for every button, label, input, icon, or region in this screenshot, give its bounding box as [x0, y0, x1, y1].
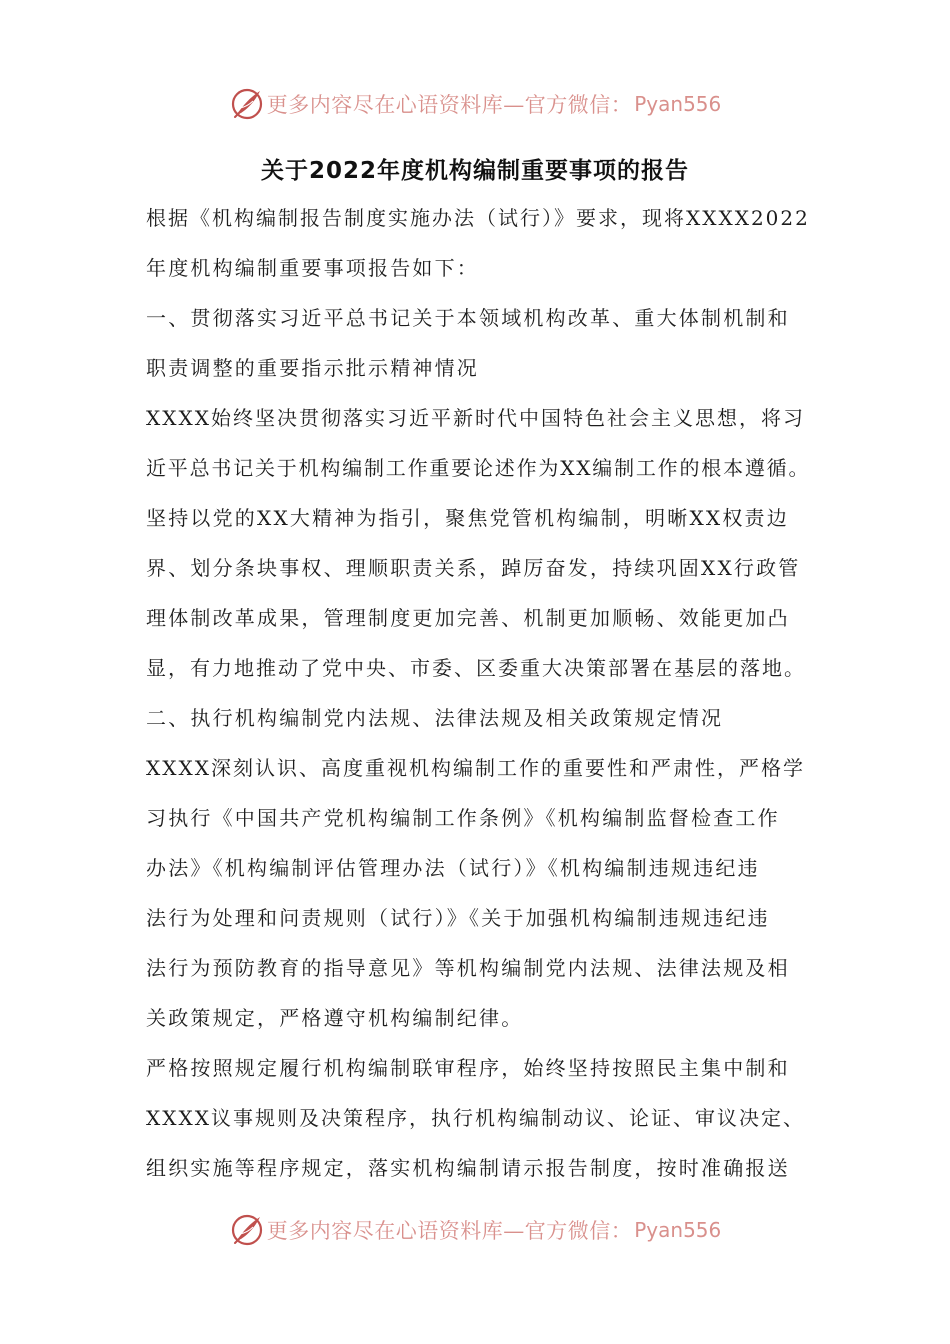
body-line: 法行为预防教育的指导意见》等机构编制党内法规、法律法规及相 — [146, 956, 790, 980]
section-heading-1-cont: 职责调整的重要指示批示精神情况 — [146, 356, 479, 380]
body-line: 年度机构编制重要事项报告如下： — [146, 256, 479, 280]
body-line: 根据《机构编制报告制度实施办法（试行）》要求，现将XXXX2022 — [146, 206, 810, 230]
section-heading-2: 二、执行机构编制党内法规、法律法规及相关政策规定情况 — [146, 706, 724, 730]
watermark-text: 更多内容尽在心语资料库—官方微信： — [266, 1219, 633, 1243]
body-line: 法行为处理和问责规则（试行）》《关于加强机构编制违规违纪违 — [146, 906, 770, 930]
document-title: 关于2022年度机构编制重要事项的报告 — [260, 158, 689, 184]
body-line: 坚持以党的XX大精神为指引，聚焦党管机构编制，明晰XX权责边 — [146, 506, 789, 530]
section-heading-1: 一、贯彻落实习近平总书记关于本领域机构改革、重大体制机制和 — [146, 306, 790, 330]
body-line: 习执行《中国共产党机构编制工作条例》《机构编制监督检查工作 — [146, 806, 780, 830]
body-line: 理体制改革成果，管理制度更加完善、机制更加顺畅、效能更加凸 — [146, 606, 790, 630]
body-line: 近平总书记关于机构编制工作重要论述作为XX编制工作的根本遵循。 — [146, 456, 811, 480]
quill-logo-icon — [229, 86, 265, 122]
body-line: XXXX始终坚决贯彻落实习近平新时代中国特色社会主义思想，将习 — [146, 406, 805, 430]
body-line: 关政策规定，严格遵守机构编制纪律。 — [146, 1006, 524, 1030]
quill-logo-icon — [229, 1212, 265, 1248]
body-line: XXXX议事规则及决策程序，执行机构编制动议、论证、审议决定、 — [146, 1106, 805, 1130]
body-line: XXXX深刻认识、高度重视机构编制工作的重要性和严肃性，严格学 — [146, 756, 805, 780]
body-line: 严格按照规定履行机构编制联审程序，始终坚持按照民主集中制和 — [146, 1056, 790, 1080]
watermark-footer — [0, 1210, 950, 1250]
body-line: 界、划分条块事权、理顺职责关系，踔厉奋发，持续巩固XX行政管 — [146, 556, 801, 580]
body-line: 办法》《机构编制评估管理办法（试行）》《机构编制违规违纪违 — [146, 856, 760, 880]
watermark-handle: Pyan556 — [634, 1218, 722, 1242]
watermark-text: 更多内容尽在心语资料库—官方微信： — [266, 93, 633, 117]
body-line: 组织实施等程序规定，落实机构编制请示报告制度，按时准确报送 — [146, 1156, 790, 1180]
body-line: 显，有力地推动了党中央、市委、区委重大决策部署在基层的落地。 — [146, 656, 806, 680]
watermark-handle: Pyan556 — [634, 92, 722, 116]
watermark-header — [0, 84, 950, 124]
